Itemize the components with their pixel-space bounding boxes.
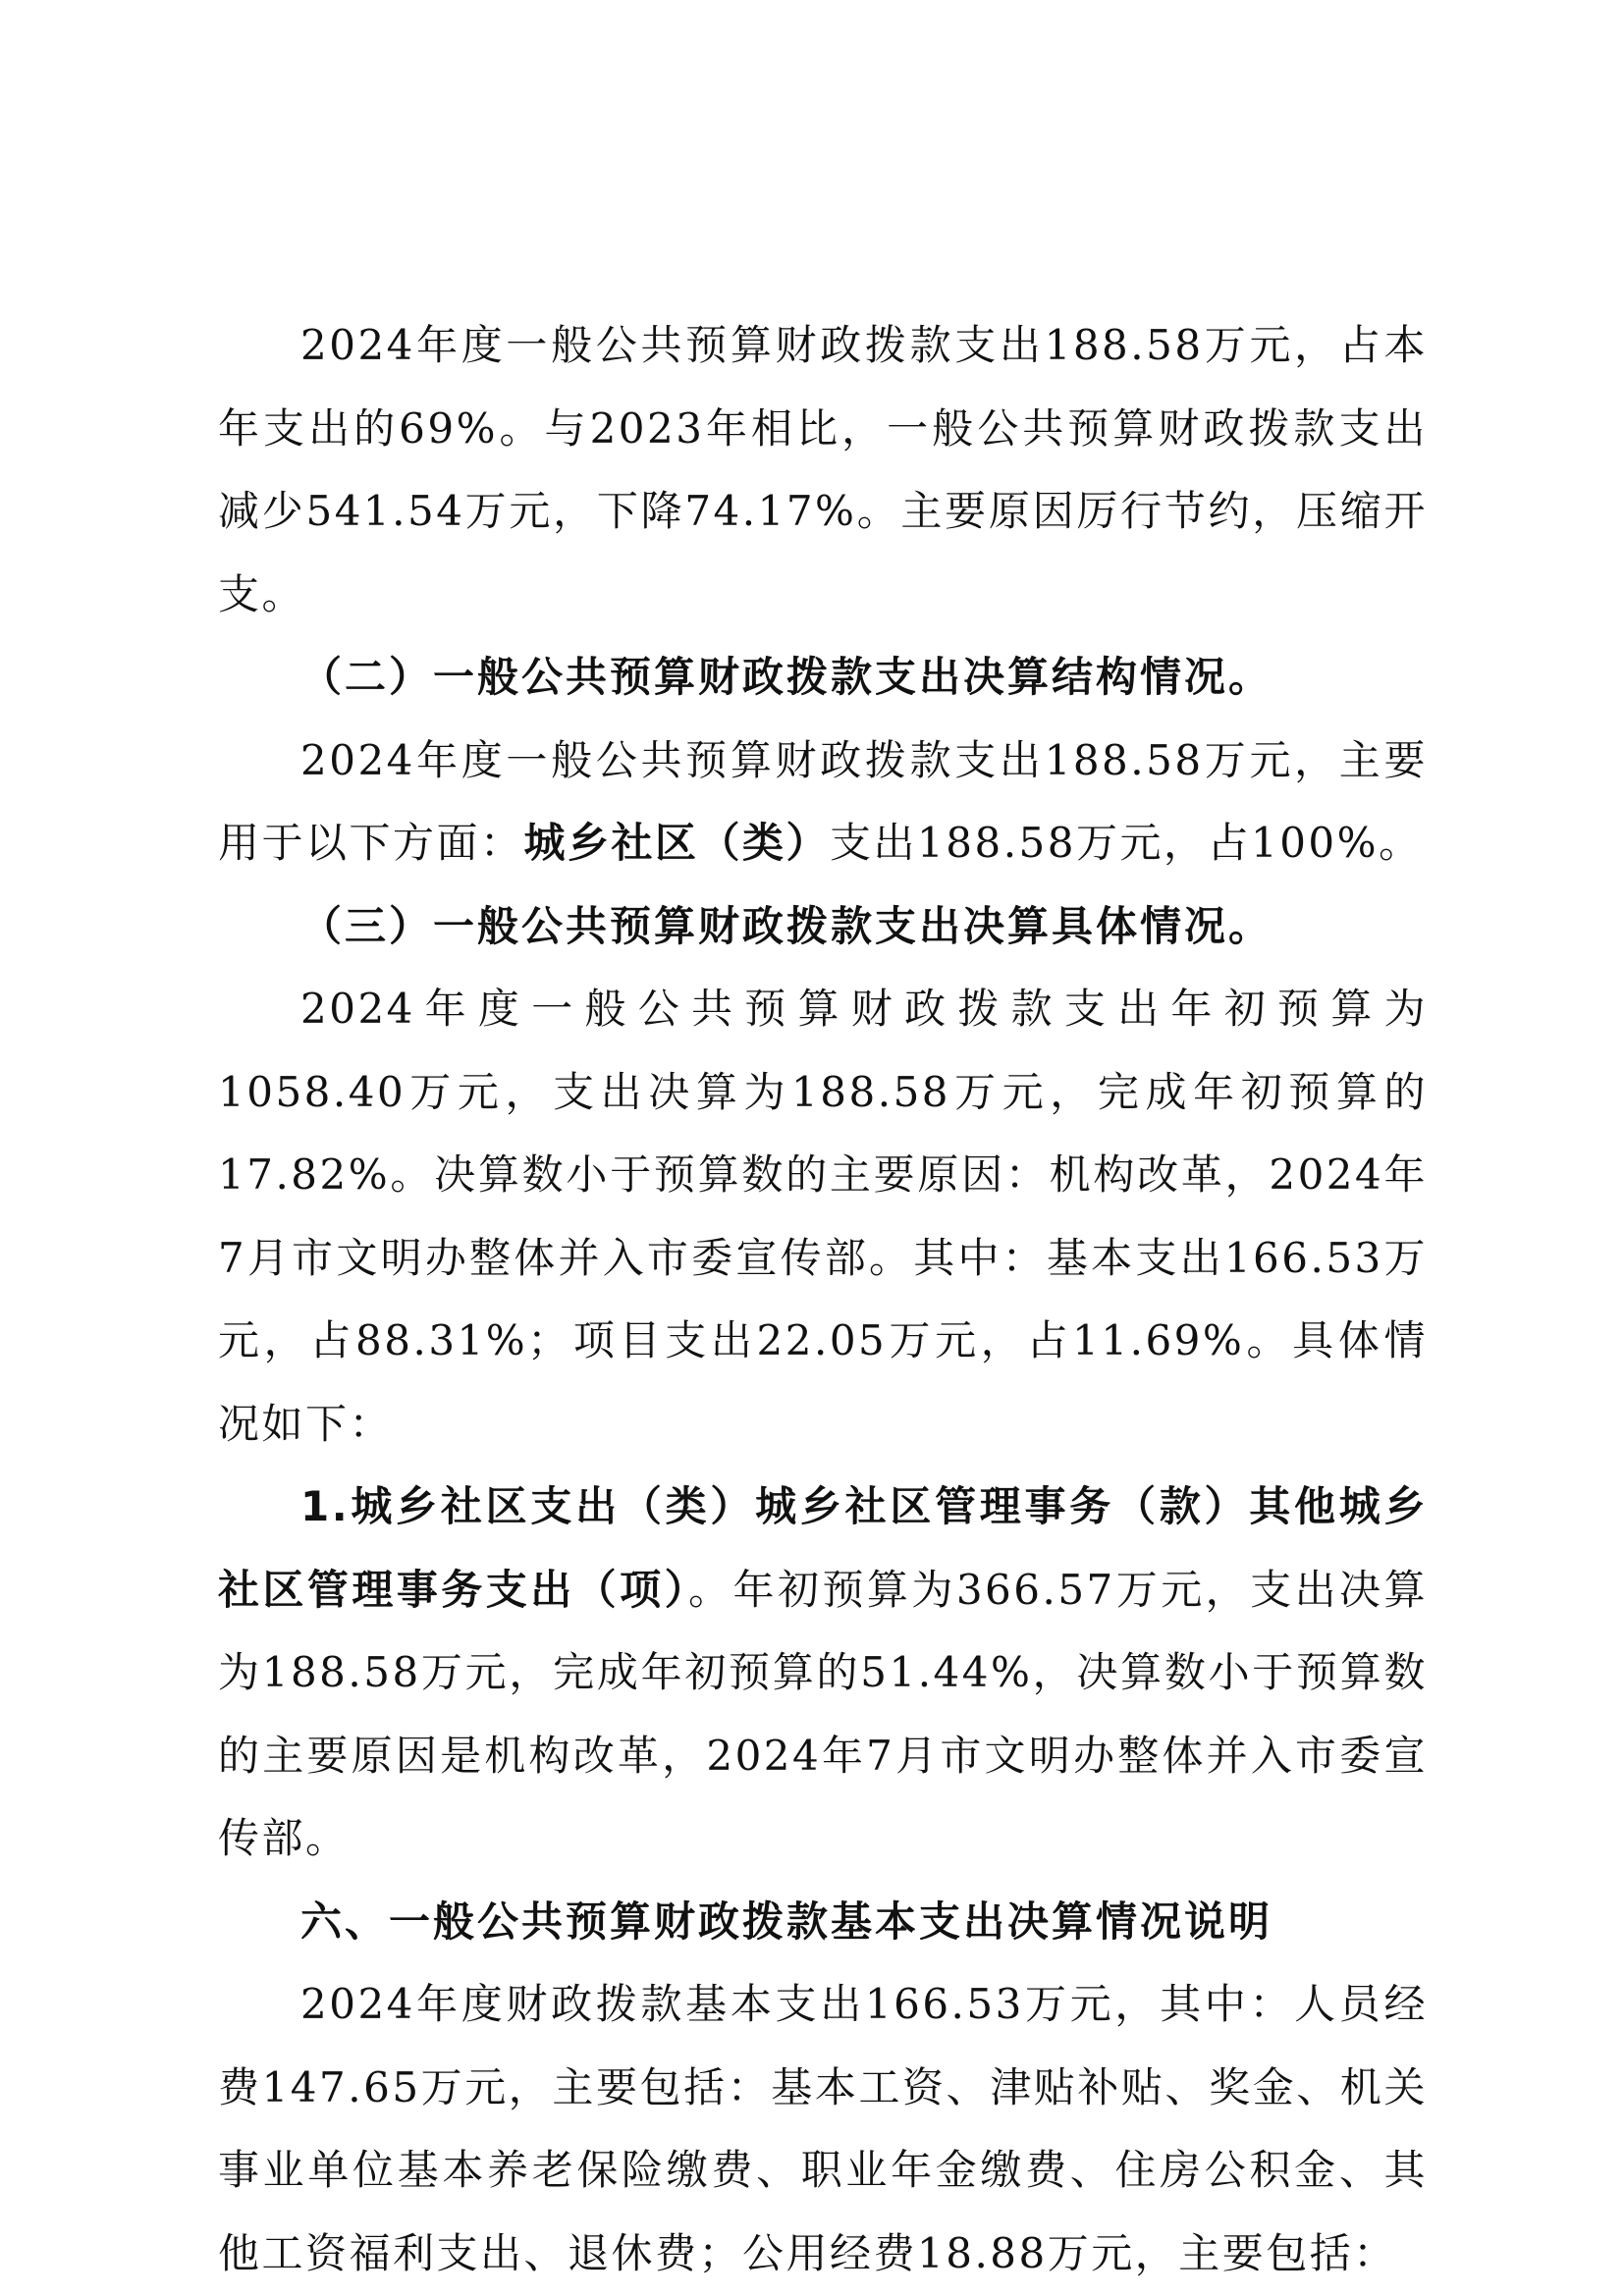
paragraph-expenditure-details xyxy=(218,968,1428,1466)
paragraph-expenditure-structure xyxy=(218,720,1428,885)
paragraph-text: 2024年度财政拨款基本支出166.53万元，其中：人员经费147.65万元，主要包括：基本工资、津贴补贴、奖金、机关事业单位基本养老保险缴费、职业年金缴费、住房公积金、其他工资福利支出、退休费；公用经费18.88万元，主要包括： xyxy=(218,1980,1428,2277)
paragraph-text: 2024年度一般公共预算财政拨款支出188.58万元，主要用于以下方面： xyxy=(218,735,1428,867)
heading-text: （三）一般公共预算财政拨款支出决算具体情况。 xyxy=(300,901,1273,950)
paragraph-basic-expenditure xyxy=(218,1963,1428,2295)
paragraph-general-budget-expenditure xyxy=(218,304,1428,636)
section-heading-details xyxy=(218,885,1428,969)
paragraph-text: 2024年度一般公共预算财政拨款支出188.58万元，占本年支出的69%。与2023年相比，一般公共预算财政拨款支出减少541.54万元，下降74.17%。主要原因厉行节约，压缩开支。 xyxy=(218,321,1428,618)
item-classification: 1.城乡社区支出（类）城乡社区管理事务（款）其他城乡社区管理事务支出（项） xyxy=(218,1482,1428,1614)
category-label: 城乡社区（类） xyxy=(523,819,831,867)
section-heading-basic-expenditure xyxy=(218,1881,1428,1964)
paragraph-text: 支出188.58万元，占100%。 xyxy=(830,819,1423,867)
paragraph-item-1 xyxy=(218,1466,1428,1881)
paragraph-text: 2024年度一般公共预算财政拨款支出年初预算为1058.40万元，支出决算为188.58万元，完成年初预算的17.82%。决算数小于预算数的主要原因：机构改革，2024年7月市文明办整体并入市委宣传部。其中：基本支出166.53万元，占88.31%；项目支出22.05万元，占11.69%。具体情况如下： xyxy=(218,985,1428,1448)
paragraph-text: 。年初预算为366.57万元，支出决算为188.58万元，完成年初预算的51.44%，决算数小于预算数的主要原因是机构改革，2024年7月市文明办整体并入市委宣传部。 xyxy=(218,1565,1428,1862)
document-body xyxy=(218,304,1428,2295)
heading-text: 六、一般公共预算财政拨款基本支出决算情况说明 xyxy=(300,1896,1273,1946)
section-heading-structure xyxy=(218,636,1428,720)
heading-text: （二）一般公共预算财政拨款支出决算结构情况。 xyxy=(300,653,1273,701)
